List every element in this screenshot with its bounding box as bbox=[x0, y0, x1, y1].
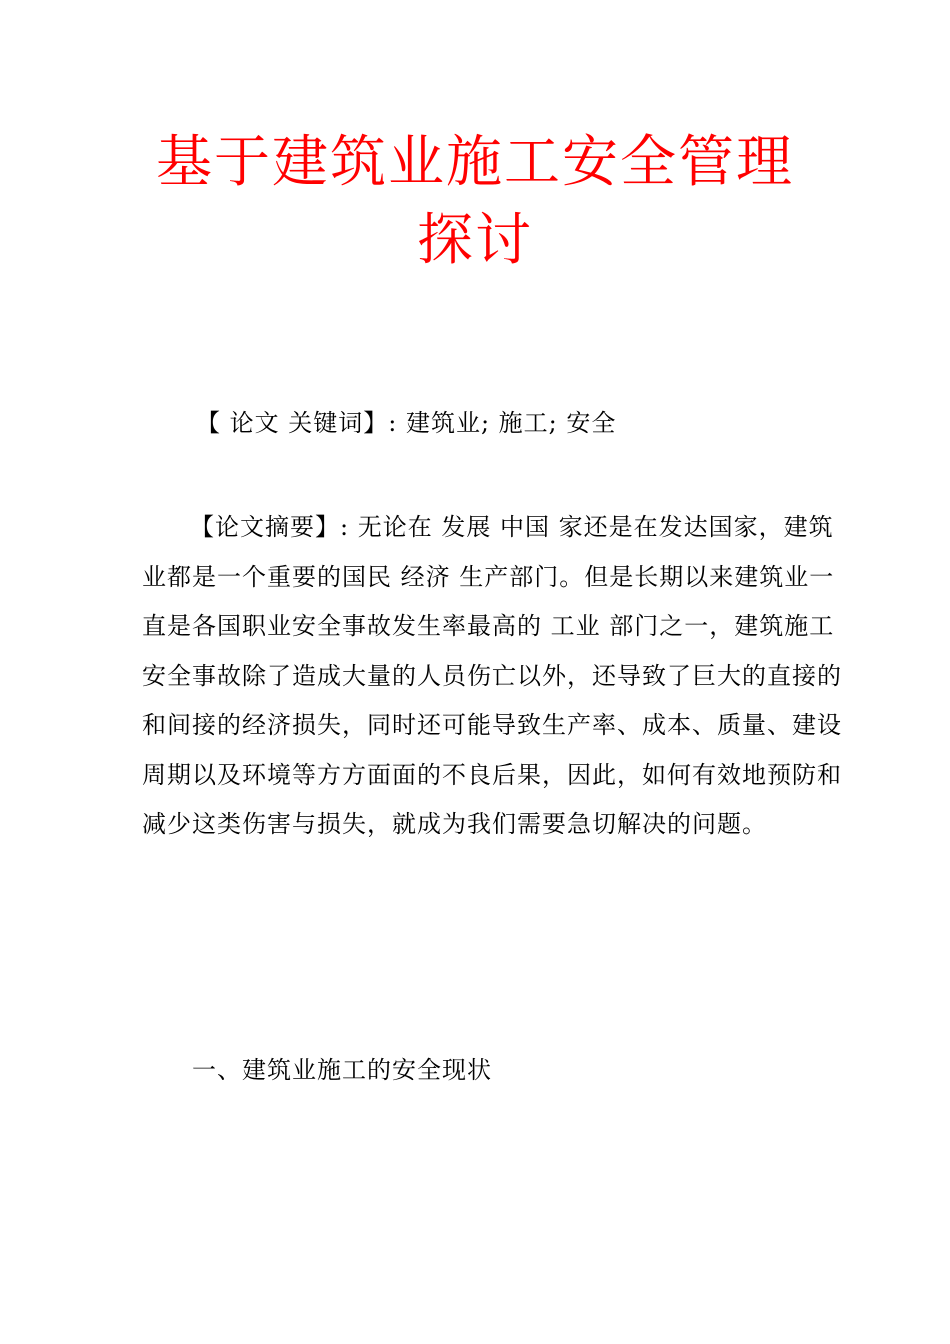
document-title-line-1: 基于建筑业施工安全管理 bbox=[156, 130, 794, 195]
document-title-line-2: 探讨 bbox=[417, 208, 533, 273]
abstract-paragraph: 【论文摘要】: 无论在 发展 中国 家还是在发达国家，建筑业都是一个重要的国民 经济 生产部门。但是长期以来建筑业一直是各国职业安全事故发生率最高的 工业 部门之一，建筑施工安全事故除了造成大量的人员伤亡以外，还导致了巨大的直接的和间接的经济损失，同时还可能导致生产率、成本、质量、建设周期以及环境等方方面面的不良后果，因此，如何有效地预防和减少这类伤害与损失，就成为我们需要急切解决的问题。 bbox=[142, 513, 842, 838]
section-heading: 一、建筑业施工的安全现状 bbox=[192, 1056, 492, 1084]
keywords-line: 【 论文 关键词】: 建筑业; 施工; 安全 bbox=[196, 409, 617, 437]
